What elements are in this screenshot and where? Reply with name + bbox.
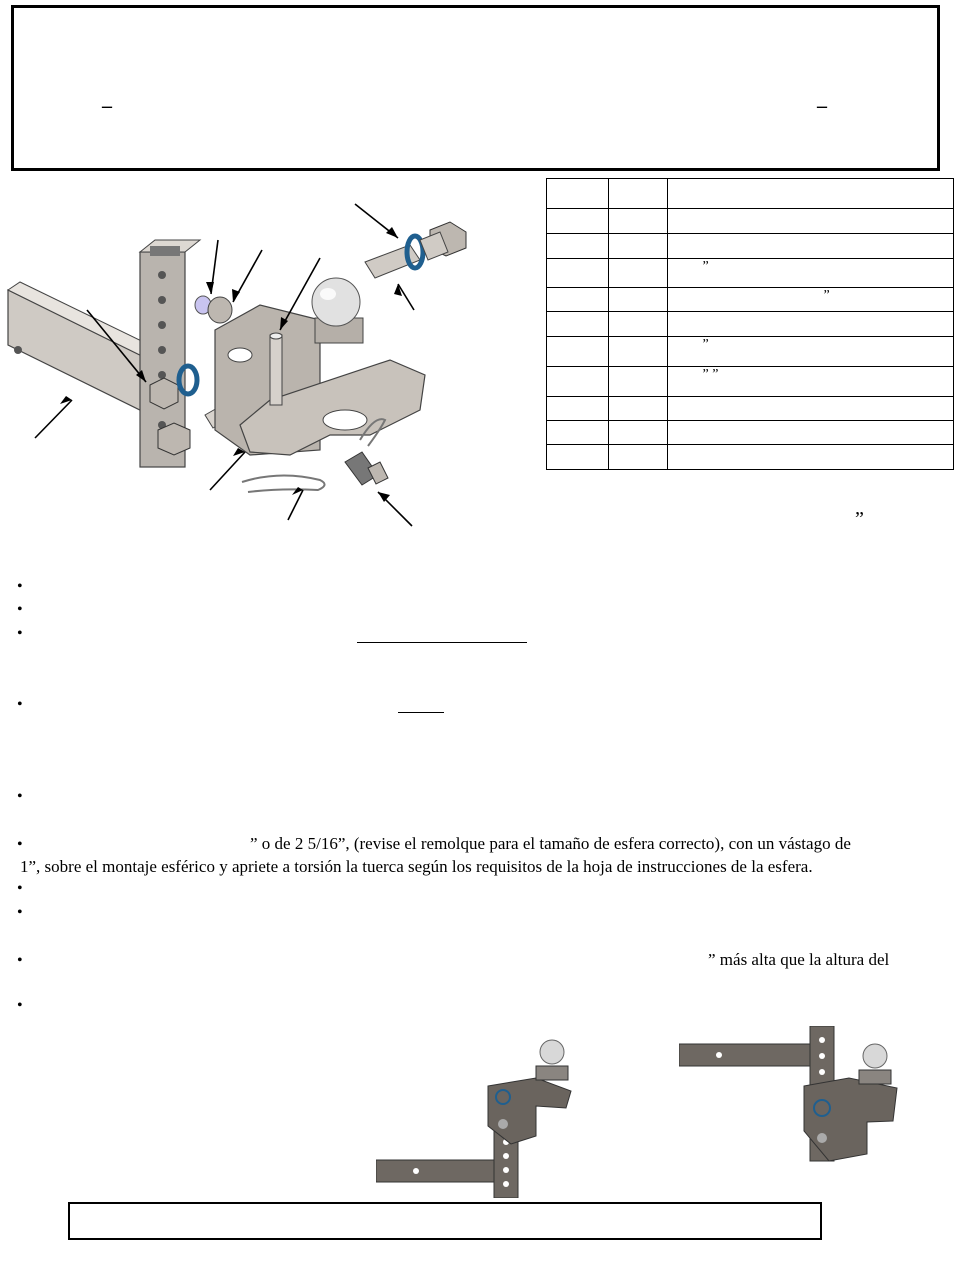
- table-row: [547, 397, 954, 421]
- table-row: [547, 179, 954, 209]
- table-row: [547, 234, 954, 259]
- table-row: [547, 445, 954, 470]
- bullet: •: [17, 997, 23, 1014]
- bullet: •: [17, 696, 23, 713]
- bullet: •: [17, 952, 23, 969]
- rise-configuration-illustration: [679, 1026, 904, 1166]
- header-dash-right: –: [817, 95, 827, 117]
- table-row: ”: [547, 259, 954, 288]
- ball-instruction-line-1: ” o de 2 5/16”, (revise el remolque para el tamaño de esfera correcto), con un vástago de: [250, 834, 851, 853]
- note-box: [68, 1202, 822, 1240]
- nut: [158, 423, 190, 455]
- bullet: •: [17, 578, 23, 595]
- underline: [357, 642, 527, 643]
- table-row: ”: [547, 337, 954, 367]
- bullet: •: [17, 625, 23, 642]
- header-dash-left: –: [102, 95, 112, 117]
- table-row: [547, 421, 954, 445]
- hairpin-clip: [242, 475, 325, 492]
- bullet: •: [17, 788, 23, 805]
- bolt: [365, 245, 420, 278]
- drop-configuration-illustration: [376, 1036, 576, 1198]
- ball-instruction-line-2: 1”, sobre el montaje esférico y apriete a torsión la tuerca según los requisitos de la hoja de instrucciones de la esfera.: [20, 857, 813, 876]
- table-row: [547, 312, 954, 337]
- bullet: •: [17, 601, 23, 618]
- shank-bar: [8, 290, 150, 415]
- parts-table: [546, 178, 954, 470]
- underline: [398, 712, 444, 713]
- lock-pin: [270, 335, 282, 405]
- bullet: •: [17, 904, 23, 921]
- table-row: ”: [547, 288, 954, 312]
- bullet: •: [17, 836, 23, 853]
- bullet: •: [17, 880, 23, 897]
- header-box: [11, 5, 940, 171]
- diagram-note-mark: ”: [855, 508, 864, 530]
- table-row: ” ”: [547, 367, 954, 397]
- hitch-ball: [312, 278, 360, 326]
- nut: [150, 378, 178, 409]
- table-row: [547, 209, 954, 234]
- height-instruction-line: ” más alta que la altura del: [708, 950, 890, 969]
- exploded-assembly-diagram: [0, 190, 540, 535]
